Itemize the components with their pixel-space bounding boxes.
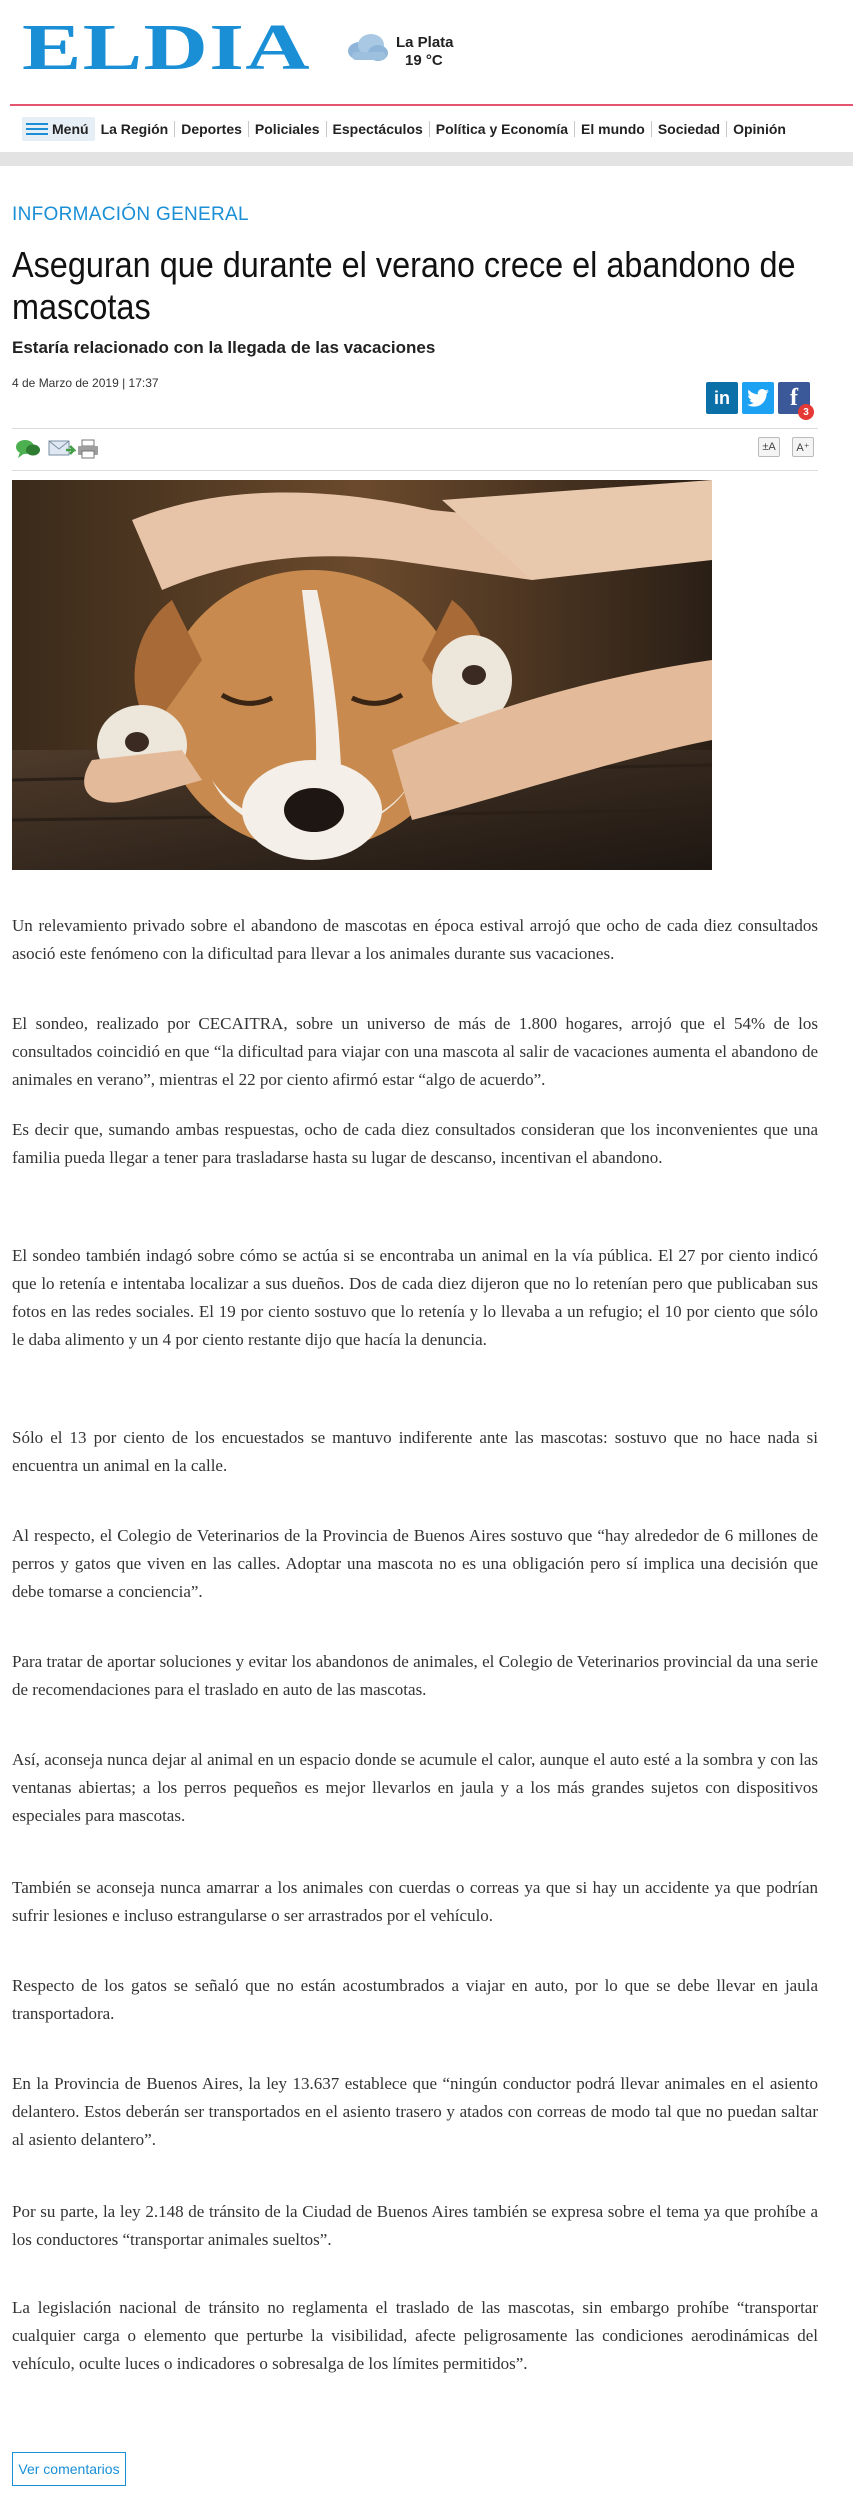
- linkedin-share-button[interactable]: [706, 382, 738, 414]
- article-paragraph: Por su parte, la ley 2.148 de tránsito de la Ciudad de Buenos Aires también se expresa sobre el tema ya que prohíbe a los conductores “transportar animales sueltos”.: [12, 2202, 818, 2249]
- facebook-share-count: 3: [798, 404, 814, 420]
- weather-city: La Plata: [396, 34, 454, 51]
- nav-item-deportes[interactable]: Deportes: [175, 121, 249, 137]
- toolbar-divider-top: [12, 428, 818, 429]
- font-decrease-button[interactable]: ±A: [758, 437, 780, 457]
- article-photo[interactable]: [12, 480, 712, 870]
- print-button[interactable]: [76, 436, 100, 462]
- comment-button[interactable]: [14, 436, 42, 462]
- article-paragraph: También se aconseja nunca amarrar a los animales con cuerdas o correas ya que si hay un accidente ya que podrían sufrir lesiones e incluso estrangularse o ser arrastrados por el vehículo.: [12, 1878, 818, 1925]
- view-comments-button[interactable]: Ver comentarios: [12, 2452, 126, 2486]
- article-paragraph: Al respecto, el Colegio de Veterinarios de la Provincia de Buenos Aires sostuvo que “hay alrededor de 6 millones de perros y gatos que viven en las calles. Adoptar una mascota no es una obligación pero sí implica una decisión que debe tomarse a conciencia”.: [12, 1526, 818, 1601]
- cloud-icon: [344, 30, 390, 64]
- dog-photo: [12, 480, 712, 870]
- article-category[interactable]: INFORMACIÓN GENERAL: [12, 204, 249, 225]
- main-nav: [22, 116, 792, 142]
- article-paragraph: Para tratar de aportar soluciones y evitar los abandonos de animales, el Colegio de Veterinarios provincial da una serie de recomendaciones para el traslado en auto de las mascotas.: [12, 1652, 818, 1699]
- site-header: [0, 0, 853, 150]
- nav-item-la-region[interactable]: La Región: [95, 121, 176, 137]
- print-icon: [77, 438, 99, 460]
- facebook-icon: f: [790, 384, 798, 411]
- nav-item-politica-economia[interactable]: Política y Economía: [430, 121, 575, 137]
- article-paragraph: El sondeo, realizado por CECAITRA, sobre un universo de más de 1.800 hogares, arrojó que el 54% de los consultados coincidió en que “la dificultad para viajar con una mascota al salir de vacaciones aumenta el abandono de animales en verano”, mientras el 22 por ciento afirmó estar “algo de acuerdo”.: [12, 1014, 818, 1089]
- article-paragraph: Así, aconseja nunca dejar al animal en un espacio donde se acumule el calor, aunque el auto esté a la sombra y con las ventanas abiertas; a los perros pequeños es mejor llevarlos en jaula y a los más grandes sujetos con dispositivos especiales para mascotas.: [12, 1750, 818, 1825]
- article-date: 4 de Marzo de 2019 | 17:37: [12, 376, 159, 390]
- article-paragraph: Es decir que, sumando ambas respuestas, ocho de cada diez consultados consideran que los inconvenientes que una familia pueda llegar a tener para trasladarse hasta su lugar de descanso, incentivan el abandono.: [12, 1120, 818, 1167]
- hamburger-icon: [26, 123, 48, 135]
- nav-item-espectaculos[interactable]: Espectáculos: [327, 121, 430, 137]
- nav-item-sociedad[interactable]: Sociedad: [652, 121, 727, 137]
- twitter-share-button[interactable]: [742, 382, 774, 414]
- article-paragraph: En la Provincia de Buenos Aires, la ley 13.637 establece que “ningún conductor podrá llevar animales en el asiento delantero. Estos deberán ser transportados en el asiento trasero y atados con correas de modo tal que no puedan saltar al asiento delantero”.: [12, 2074, 818, 2149]
- email-button[interactable]: [48, 436, 76, 462]
- comment-icon: [14, 438, 42, 460]
- menu-label: Menú: [52, 121, 89, 137]
- twitter-icon: [747, 389, 769, 407]
- weather-temperature: 19 °C: [405, 52, 443, 69]
- nav-item-el-mundo[interactable]: El mundo: [575, 121, 652, 137]
- facebook-share-button[interactable]: [778, 382, 810, 418]
- article-paragraph: Respecto de los gatos se señaló que no están acostumbrados a viajar en auto, por lo que se debe llevar en jaula transportadora.: [12, 1976, 818, 2023]
- article-paragraph: El sondeo también indagó sobre cómo se actúa si se encontraba un animal en la vía pública. El 27 por ciento indicó que lo retenía e intentaba localizar a sus dueños. Dos de cada diez dijeron que no lo retenían pero que publicaban sus fotos en las redes sociales. El 19 por ciento sostuvo que lo retenía y lo llevaba a un refugio; el 10 por ciento que sólo le daba alimento y un 4 por ciento restante dijo que hacía la denuncia.: [12, 1246, 818, 1349]
- toolbar-divider-bottom: [12, 470, 818, 471]
- font-increase-button[interactable]: A⁺: [792, 437, 814, 457]
- header-band: [0, 152, 853, 166]
- header-divider: [10, 104, 853, 106]
- linkedin-icon: in: [714, 387, 730, 408]
- article-title: Aseguran que durante el verano crece el abandono de mascotas: [12, 244, 796, 327]
- article-paragraph: Sólo el 13 por ciento de los encuestados se mantuvo indiferente ante las mascotas: sostuvo que no hace nada si encuentra un animal en la calle.: [12, 1428, 818, 1475]
- nav-item-policiales[interactable]: Policiales: [249, 121, 327, 137]
- email-icon: [48, 438, 76, 460]
- article-paragraph: Un relevamiento privado sobre el abandono de mascotas en época estival arrojó que ocho de cada diez consultados asoció este fenómeno con la dificultad para llevar a los animales durante sus vacaciones.: [12, 916, 818, 963]
- menu-button[interactable]: [22, 117, 95, 141]
- article-paragraph: La legislación nacional de tránsito no reglamenta el traslado de las mascotas, sin embargo prohíbe “transportar cualquier carga o elemento que perturbe la visibilidad, afecte peligrosamente las condiciones aerodinámicas del vehículo, oculte luces o indicadores o sobresalga de los límites permitidos”.: [12, 2298, 818, 2373]
- site-logo[interactable]: ELDIA: [22, 11, 311, 84]
- nav-item-opinion[interactable]: Opinión: [733, 121, 786, 137]
- article-subtitle: Estaría relacionado con la llegada de las vacaciones: [12, 338, 436, 357]
